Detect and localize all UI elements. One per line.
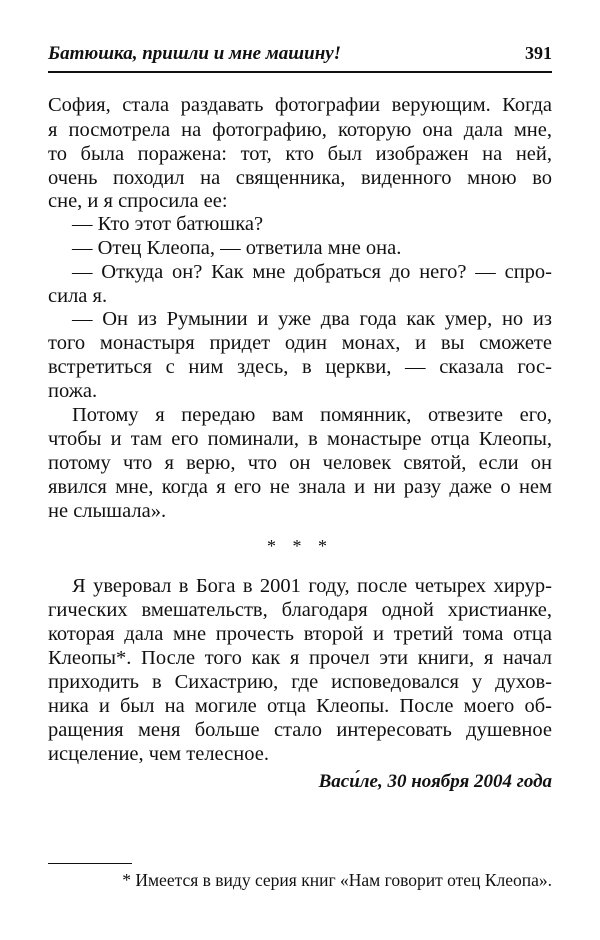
text-line: пожа. bbox=[48, 380, 98, 402]
text-line: ращения меня больше стало интересовать душевное bbox=[48, 719, 552, 741]
section-separator: * * * bbox=[267, 536, 333, 556]
text-line: сила я. bbox=[48, 285, 108, 307]
text-line: Потому я передаю вам помянник, отвезите его, bbox=[72, 404, 552, 426]
text-line: исцеление, чем телесное. bbox=[48, 743, 269, 765]
header-rule bbox=[48, 71, 552, 73]
text-line: — Он из Румынии и уже два года как умер, но из bbox=[72, 308, 552, 330]
signature: Васи́ле, 30 ноября 2004 года bbox=[318, 771, 552, 792]
footnote: * Имеется в виду серия книг «Нам говорит отец Клеопа». bbox=[122, 870, 552, 890]
footnote-rule bbox=[48, 863, 132, 864]
text-line: я посмотрела на фотографию, которую она дала мне, bbox=[48, 119, 552, 141]
text-line: Я уверовал в Бога в 2001 году, после четырех хирур- bbox=[72, 575, 552, 597]
text-line: не слышала». bbox=[48, 500, 167, 522]
text-line: то была поражена: тот, кто был изображен на ней, bbox=[48, 143, 552, 165]
text-line: София, стала раздавать фотографии верующим. Когда bbox=[48, 94, 552, 116]
text-line: чтобы и там его поминали, в монастыре отца Клеопы, bbox=[48, 428, 552, 450]
text-line: — Кто этот батюшка? bbox=[72, 213, 264, 235]
page-number: 391 bbox=[525, 43, 552, 63]
text-line: приходить в Сихастрию, где исповедовался у духов- bbox=[48, 671, 552, 693]
text-line: ника и был на могиле отца Клеопы. После моего об- bbox=[48, 695, 552, 717]
text-line: сне, и я спросила ее: bbox=[48, 190, 228, 212]
text-line: — Отец Клеопа, — ответила мне она. bbox=[72, 237, 402, 259]
text-line: — Откуда он? Как мне добраться до него? — спро- bbox=[72, 261, 552, 283]
text-line: того монастыря придет один монах, и вы сможете bbox=[48, 332, 552, 354]
text-line: встретиться с ним здесь, в церкви, — сказала гос- bbox=[48, 356, 552, 378]
chapter-title: Батюшка, пришли и мне машину! bbox=[48, 43, 342, 64]
text-line: явился мне, когда я его не знала и ни разу даже о нем bbox=[48, 476, 552, 498]
text-line: Клеопы*. После того как я прочел эти книги, я начал bbox=[48, 647, 552, 669]
text-line: гических вмешательств, благодаря одной христианке, bbox=[48, 599, 552, 621]
text-line: потому что я верю, что он человек святой, если он bbox=[48, 452, 552, 474]
text-line: которая дала мне прочесть второй и третий тома отца bbox=[48, 623, 552, 645]
text-line: очень походил на священника, виденного мною во bbox=[48, 167, 552, 189]
